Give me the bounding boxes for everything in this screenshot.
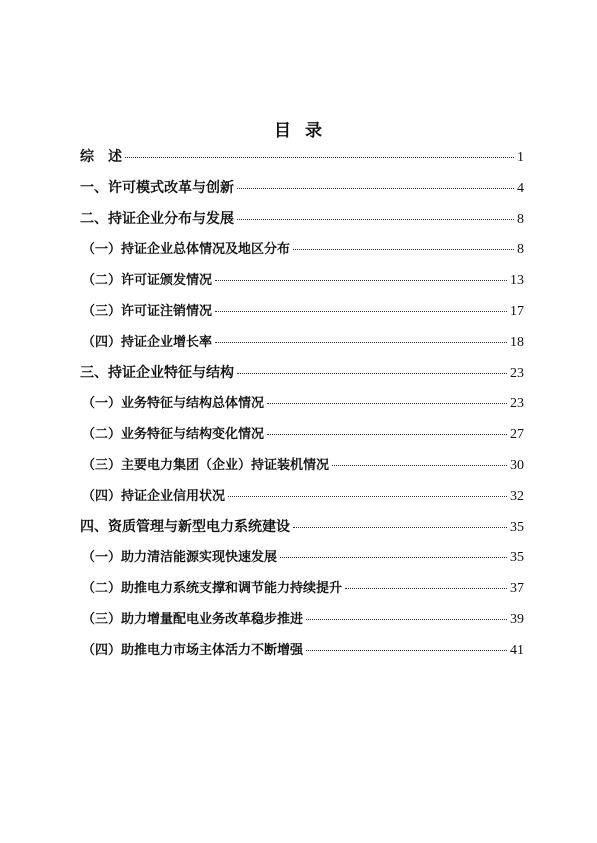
toc-entry-page-number: 4 bbox=[517, 180, 524, 196]
dot-leader bbox=[215, 342, 507, 343]
toc-entry-label: 综 述 bbox=[80, 149, 122, 165]
toc-entry[interactable] bbox=[80, 177, 524, 197]
toc-entry[interactable] bbox=[80, 269, 524, 289]
toc-entry-page-number: 1 bbox=[517, 150, 524, 165]
toc-entry[interactable] bbox=[80, 146, 524, 166]
toc-entry-label: 二、持证企业分布与发展 bbox=[80, 210, 234, 227]
toc-entry-page-number: 32 bbox=[510, 488, 524, 504]
dot-leader bbox=[345, 588, 507, 589]
toc-entry-page-number: 8 bbox=[517, 242, 524, 258]
dot-leader bbox=[267, 434, 507, 435]
toc-entry-label: （二）助推电力系统支撑和调节能力持续提升 bbox=[82, 581, 343, 597]
dot-leader bbox=[228, 496, 507, 497]
dot-leader bbox=[237, 219, 514, 220]
toc-entry-page-number: 17 bbox=[510, 304, 524, 319]
toc-entry[interactable] bbox=[80, 208, 524, 228]
toc-entry-label: （四）持证企业信用状况 bbox=[82, 488, 226, 504]
toc-entry[interactable] bbox=[80, 546, 524, 566]
toc-entry[interactable] bbox=[80, 516, 524, 536]
toc-entry-label: （一）助力清洁能源实现快速发展 bbox=[82, 550, 278, 566]
toc-entry[interactable] bbox=[80, 608, 524, 628]
dot-leader bbox=[267, 403, 507, 404]
toc-entry[interactable] bbox=[80, 392, 524, 412]
dot-leader bbox=[237, 188, 514, 189]
toc-entry-label: （一）持证企业总体情况及地区分布 bbox=[82, 242, 291, 258]
dot-leader bbox=[293, 527, 507, 528]
toc-entry-label: 三、持证企业特征与结构 bbox=[80, 364, 234, 381]
toc-entry-page-number: 23 bbox=[510, 396, 524, 412]
toc-entry-label: （三）主要电力集团（企业）持证装机情况 bbox=[82, 458, 330, 473]
toc-entry-label: 一、许可模式改革与创新 bbox=[80, 179, 234, 196]
dot-leader bbox=[306, 650, 507, 651]
toc-entry-page-number: 35 bbox=[510, 550, 524, 566]
dot-leader bbox=[280, 557, 507, 558]
toc-entry-label: （二）许可证颁发情况 bbox=[82, 273, 213, 289]
toc-entry-label: （二）业务特征与结构变化情况 bbox=[82, 427, 265, 443]
toc-entry[interactable] bbox=[80, 485, 524, 505]
toc-entry-page-number: 30 bbox=[510, 458, 524, 473]
dot-leader bbox=[215, 280, 507, 281]
dot-leader bbox=[215, 311, 507, 312]
toc-entry-page-number: 18 bbox=[510, 334, 524, 350]
toc-entry-label: （三）助力增量配电业务改革稳步推进 bbox=[82, 612, 304, 627]
dot-leader bbox=[293, 249, 514, 250]
toc-entry-label: （四）持证企业增长率 bbox=[82, 334, 213, 350]
toc-entry-label: 四、资质管理与新型电力系统建设 bbox=[80, 518, 290, 535]
toc-entry-label: （四）助推电力市场主体活力不断增强 bbox=[82, 642, 304, 658]
toc-entry[interactable] bbox=[80, 577, 524, 597]
dot-leader bbox=[237, 373, 507, 374]
toc-entry[interactable] bbox=[80, 362, 524, 382]
dot-leader bbox=[306, 619, 507, 620]
toc-entry-label: （三）许可证注销情况 bbox=[82, 304, 213, 319]
toc-entry[interactable] bbox=[80, 331, 524, 351]
toc-title: 目 录 bbox=[274, 121, 323, 141]
toc-entry[interactable] bbox=[80, 454, 524, 474]
toc-entry-page-number: 23 bbox=[510, 365, 524, 381]
toc-entry-page-number: 41 bbox=[510, 642, 524, 658]
toc-entry[interactable] bbox=[80, 639, 524, 659]
toc-entry-label: （一）业务特征与结构总体情况 bbox=[82, 396, 265, 412]
toc-entry-page-number: 39 bbox=[510, 612, 524, 627]
toc-entry-page-number: 13 bbox=[510, 273, 524, 289]
toc-entry-page-number: 27 bbox=[510, 427, 524, 443]
toc-entry-page-number: 8 bbox=[517, 211, 524, 227]
toc-entry[interactable] bbox=[80, 423, 524, 443]
toc-entry[interactable] bbox=[80, 300, 524, 320]
toc-entry-page-number: 37 bbox=[510, 581, 524, 597]
toc-entry-page-number: 35 bbox=[510, 519, 524, 535]
toc-entry[interactable] bbox=[80, 238, 524, 258]
dot-leader bbox=[125, 157, 514, 158]
dot-leader bbox=[332, 465, 507, 466]
